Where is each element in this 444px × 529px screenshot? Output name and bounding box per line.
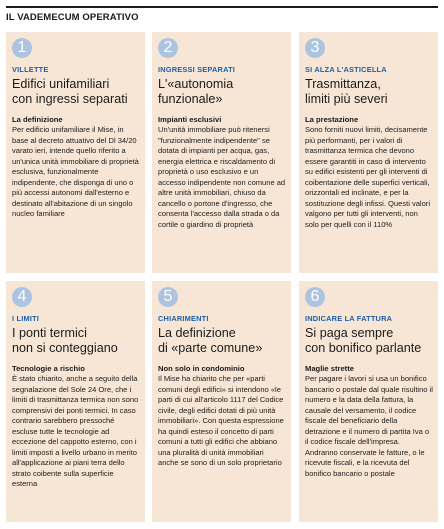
section-title: IL VADEMECUM OPERATIVO bbox=[6, 12, 139, 23]
card-subtitle: Impianti esclusivi bbox=[158, 115, 222, 124]
card-body: Sono forniti nuovi limiti, decisamente più performanti, per i valori di trasmittanza termica che devono essere garantiti in caso di intervento su edifici esistenti per gli interventi di coibentazione delle superfici verticali, orizzontali ed inclinate, e per la sostituzione degli infissi. Questi valori valgono per tutti gli interventi, non solo per quelli con il 110% bbox=[305, 125, 430, 229]
card-limiti bbox=[6, 281, 145, 522]
card-number-badge: 6 bbox=[305, 287, 325, 307]
card-body: Un'unità immobiliare può ritenersi "funzionalmente indipendente" se dotata di impianti per acqua, gas, energia elettrica e riscaldamento di proprietà o uso esclusivo e un accesso indipendente non comune ad altre unità immobiliari, chiuso da cancello o portone d'ingresso, che consenta l'accesso dalla strada o da cortile o giardino di proprietà bbox=[158, 125, 286, 229]
card-number-badge: 1 bbox=[12, 38, 32, 58]
card-chiarimenti bbox=[152, 281, 291, 522]
card-kicker: SI ALZA L'ASTICELLA bbox=[305, 65, 387, 74]
card-asticella bbox=[299, 32, 438, 273]
card-body: Per pagare i lavori si usa un bonifico bancario o postale dal quale risultino il numero e la data della fattura, la causale del versamento, il codice fiscale del beneficiario della detrazione e il numero di partita Iva o il codice fiscale dell'impresa. Andranno conservate le fatture, o le ricevute fiscali, e la ricevuta del bonifico bancario o postale bbox=[305, 374, 433, 478]
card-kicker: INDICARE LA FATTURA bbox=[305, 314, 393, 323]
card-subtitle: La definizione bbox=[12, 115, 63, 124]
card-body: È stato chiarito, anche a seguito della segnalazione del Sole 24 Ore, che i limiti di trasmittanza termica non sono comprensivi dei ponti termici. In caso contrario sarebbero pressoché escluse tutte le tecnologie ad eccezione del cappotto esterno, con i limiti imposti a livello urbano in merito all'applicazione ai piani terra dello strato coibente sulla superficie esterna bbox=[12, 374, 139, 489]
card-title: Trasmittanza, limiti più severi bbox=[305, 77, 388, 106]
card-kicker: I LIMITI bbox=[12, 314, 40, 323]
card-subtitle: La prestazione bbox=[305, 115, 359, 124]
card-number-badge: 3 bbox=[305, 38, 325, 58]
card-number-badge: 4 bbox=[12, 287, 32, 307]
card-title: L'«autonomia funzionale» bbox=[158, 77, 234, 106]
card-body: Per edificio unifamiliare il Mise, in base al decreto attuativo del Dl 34/20 varato ieri, intende quello riferito a un'unica unità immobiliare di proprietà esclusiva, funzionalmente indipendente, che disponga di uno o più accessi autonomi dall'esterno e destinato all'abitazione di un singolo nucleo familiare bbox=[12, 125, 139, 219]
card-title: I ponti termici non si conteggiano bbox=[12, 326, 118, 355]
card-fattura bbox=[299, 281, 438, 522]
card-body: Il Mise ha chiarito che per «parti comuni degli edifici» si intendono «le parti di cui all'articolo 1117 del Codice civile, degli edifici dotati di più unità immobiliari». Con questa espressione ha quindi esteso il concetto di parti comuni a tutti gli edifici che abbiano una pluralità di unità immobiliari anche se sono di un solo proprietario bbox=[158, 374, 284, 468]
card-ingressi-separati bbox=[152, 32, 291, 273]
card-number-badge: 5 bbox=[158, 287, 178, 307]
cards-grid bbox=[6, 32, 438, 522]
section-header bbox=[6, 6, 438, 24]
card-kicker: VILLETTE bbox=[12, 65, 49, 74]
card-number-badge: 2 bbox=[158, 38, 178, 58]
card-title: Si paga sempre con bonifico parlante bbox=[305, 326, 422, 355]
card-villette bbox=[6, 32, 145, 273]
card-subtitle: Non solo in condominio bbox=[158, 364, 245, 373]
card-title: La definizione di «parte comune» bbox=[158, 326, 263, 355]
card-kicker: CHIARIMENTI bbox=[158, 314, 209, 323]
card-kicker: INGRESSI SEPARATI bbox=[158, 65, 236, 74]
card-title: Edifici unifamiliari con ingressi separati bbox=[12, 77, 128, 106]
card-subtitle: Maglie strette bbox=[305, 364, 354, 373]
card-subtitle: Tecnologie a rischio bbox=[12, 364, 85, 373]
